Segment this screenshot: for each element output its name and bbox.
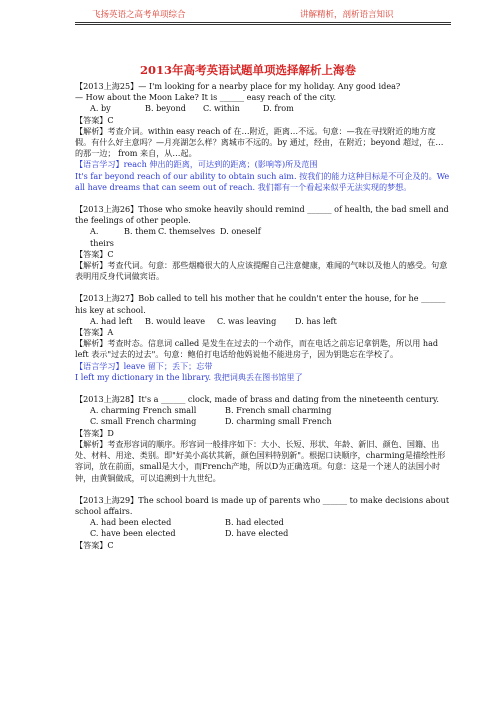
spacer [75, 193, 451, 204]
q28-option-d: D. charming small French [225, 416, 332, 427]
q27-option-c: C. was leaving [217, 315, 277, 326]
q25-explanation: 【解析】考查介词。within easy reach of 在…附近，距离…不远。句意：—我在寻找附近的地方度假。有什么好主意吗？—月亮湖怎么样？离城市不远的。by 通过，经由，在附近；beyond 超过，在…的那一边； from 来自，从…起。 [75, 125, 444, 159]
header-rule-second [75, 24, 451, 25]
q26-answer: 【答案】C [75, 248, 114, 259]
q28-question: 【2013上海28】It's a ______ clock, made of brass and dating from the nineteenth century. [75, 394, 439, 405]
q25-option-a: A. by [90, 103, 111, 114]
header-right: 讲解精析，剖析语言知识 [300, 10, 394, 20]
q29-option-b: B. had elected [225, 517, 284, 528]
q27-explanation: 【解析】考查时态。信息词 called 是发生在过去的一个动作，而在电话之前忘记拿钥匙，所以用 had left 表示"过去的过去"。句意：鲍伯打电话给他妈说他不能进房子，因为钥匙忘在学校了。 [75, 338, 439, 360]
spacer [75, 282, 451, 293]
page-title: 2013年高考英语试题单项选择解析上海卷 [139, 63, 356, 77]
document-body [75, 81, 451, 551]
q25-study-heading: 【语言学习】reach 伸出的距离，可达到的距离；(影响等)所及范围 [75, 159, 318, 170]
q29-options-row1 [75, 517, 451, 528]
q25-study-examples: It's far beyond reach of our ability to obtain such aim. 按我们的能力这种目标是不可企及的。We all have dreams that can seem out of reach. 我们都有一个看起来似乎无法实现的梦想。 [75, 170, 450, 192]
q28-option-b: B. French small charming [225, 405, 332, 416]
q29-option-a: A. had been elected [90, 517, 172, 528]
q29-option-c: C. have been elected [90, 528, 176, 539]
header-rule [75, 22, 451, 23]
q29-answer: 【答案】C [75, 539, 114, 550]
q25-question-line1: 【2013上海25】— I'm looking for a nearby place for my holiday. Any good idea? [75, 81, 401, 91]
q28-answer: 【答案】D [75, 427, 114, 438]
q26-option-a: A. theirs [90, 226, 114, 248]
q25-option-b: B. beyond [145, 103, 186, 114]
q26-option-d: D. oneself [220, 226, 261, 237]
q28-option-c: C. small French charming [90, 416, 197, 427]
q25-option-c: C. within [203, 103, 240, 114]
q26-explanation: 【解析】考查代词。句意：那些烟瘾很大的人应该提醒自己注意健康，难闻的气味以及他人的感受。句意表明用反身代词做宾语。 [75, 260, 448, 282]
q26-options [75, 226, 451, 248]
q27-answer: 【答案】A [75, 327, 114, 338]
q27-question: 【2013上海27】Bob called to tell his mother that he couldn't enter the house, for he ______ his key at school. [75, 293, 446, 315]
q29-options-row2 [75, 528, 451, 539]
q27-option-a: A. had left [90, 315, 133, 326]
q26-option-c: C. themselves [158, 226, 216, 237]
q28-options-row1 [75, 405, 451, 416]
q25-question-line2: — How about the Moon Lake? It is ______ easy reach of the city. [75, 92, 337, 103]
q25-options [75, 103, 451, 114]
q28-options-row2 [75, 416, 451, 427]
q29-question: 【2013上海29】The school board is made up of parents who ______ to make decisions about school affairs. [75, 494, 450, 516]
q25-answer: 【答案】C [75, 114, 114, 125]
q26-question: 【2013上海26】Those who smoke heavily should remind ______ of health, the bad smell and the feelings of other people. [75, 204, 449, 226]
q27-options [75, 316, 451, 327]
spacer [75, 383, 451, 394]
q26-option-b: B. them [124, 226, 157, 237]
header-left: 飞扬英语之高考单项综合 [92, 10, 186, 20]
q27-study-example: I left my dictionary in the library. 我把词典丢在图书馆里了 [75, 371, 303, 382]
q25-option-d: D. from [263, 103, 294, 114]
q28-explanation: 【解析】考查形容词的顺序。形容词一般排序如下：大小、长短、形状、年龄、新旧、颜色、国籍、出处、材料、用途、类别。即"好美小高状其新，颜色国料特别新"。根据口诀顺序，charming是描绘性形容词，放在前面，small是大小，而French产地，所以D为正确选项。句意：这是一个迷人的法国小时钟，由黄铜做成，可以追溯到十九世纪。 [75, 438, 446, 483]
q27-option-d: D. has left [295, 315, 337, 326]
spacer [75, 484, 451, 495]
q28-option-a: A. charming French small [90, 405, 197, 416]
q27-option-b: B. would leave [145, 315, 206, 326]
q27-study-heading: 【语言学习】leave 留下；丢下；忘带 [75, 360, 213, 371]
q29-option-d: D. have elected [225, 528, 289, 539]
